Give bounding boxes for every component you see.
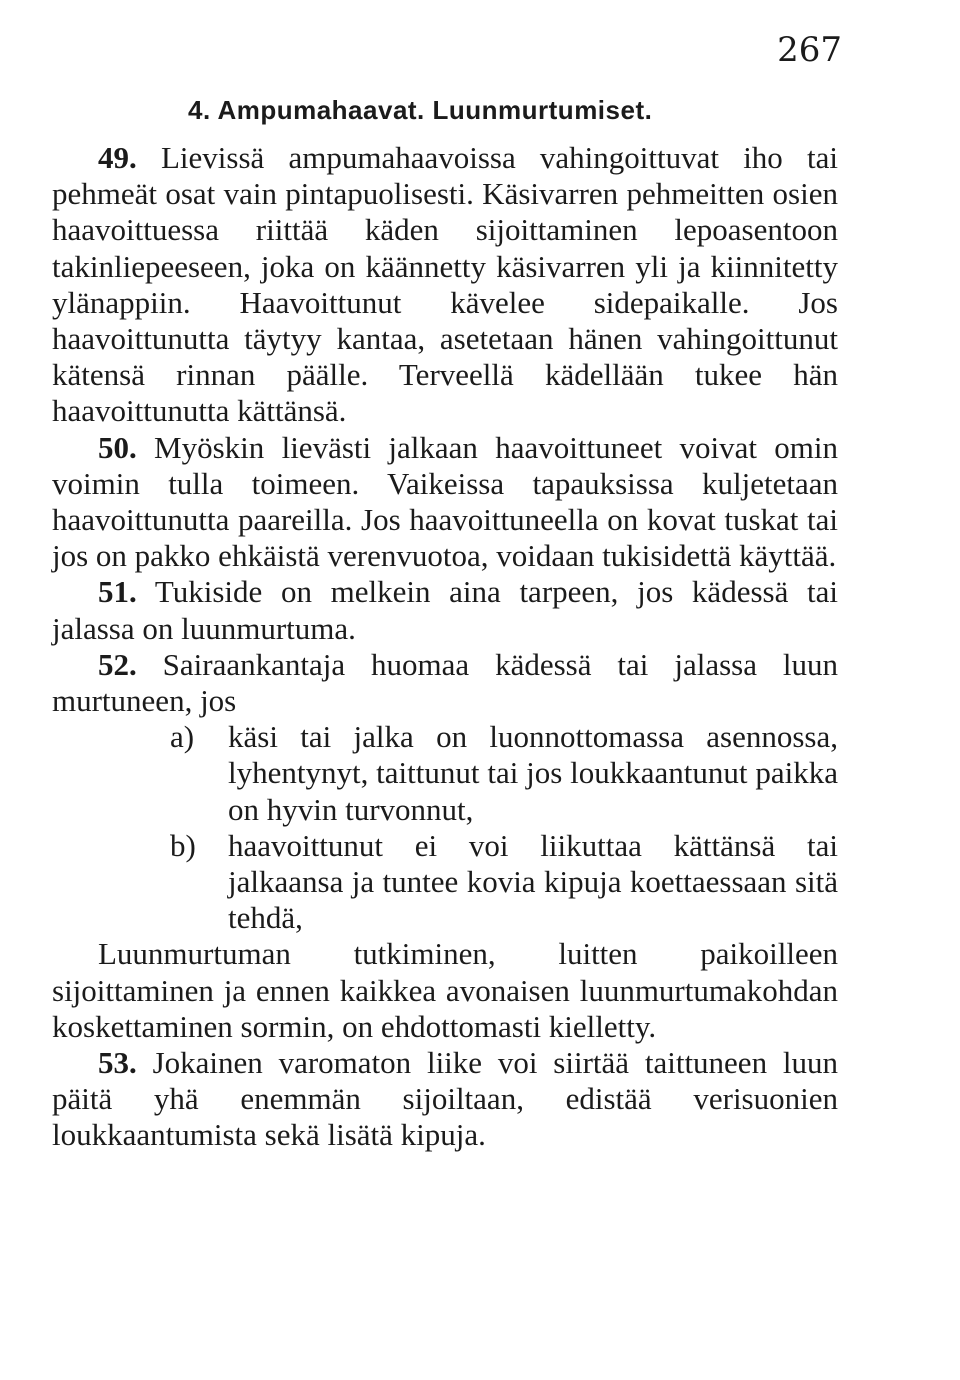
list-marker: b) xyxy=(170,827,196,863)
paragraph-number: 51. xyxy=(98,574,137,610)
paragraph-text: Luunmurtuman tutkiminen, luitten paikoilleen sijoittaminen ja ennen kaikkea avonaisen luunmurtumakohdan koskettaminen sormin, on ehdottomasti kielletty. xyxy=(52,936,838,1044)
paragraph-text: Lievissä ampumahaavoissa vahingoittuvat iho tai pehmeät osat vain pintapuolisesti. Käsivarren pehmeitten osien haavoittuessa riittää käden sijoittaminen lepoasentoon takinliepeeseen, joka on käännetty käsivarren yli ja kiinnitetty ylänappiin. Haavoittunut kävelee sidepaikalle. Jos haavoittunutta täytyy kantaa, asetetaan hänen vahingoittunut kätensä rinnan päälle. Terveellä kädellään tukee hän haavoittunutta kättänsä. xyxy=(52,140,838,429)
paragraph-number: 53. xyxy=(98,1045,137,1081)
paragraph-text: Tukiside on melkein aina tarpeen, jos kädessä tai jalassa on luunmurtuma. xyxy=(52,574,838,646)
paragraph-text: Myöskin lievästi jalkaan haavoittuneet voivat omin voimin tulla toimeen. Vaikeissa tapauksissa kuljetetaan haavoittunutta paareilla. Jos haavoittuneella on kovat tuskat tai jos on pakko ehkäistä verenvuotoa, voidaan tukisidettä käyttää. xyxy=(52,429,838,574)
paragraph-49 xyxy=(52,140,838,430)
list-item-text: käsi tai jalka on luonnottomassa asennossa, lyhentynyt, taittunut tai jos loukkaantunut paikka on hyvin turvonnut, xyxy=(228,719,838,827)
list-marker: a) xyxy=(170,719,195,755)
paragraph-50 xyxy=(52,430,838,575)
list-item xyxy=(52,828,838,937)
paragraph-number: 50. xyxy=(98,429,137,465)
body-text xyxy=(52,140,838,1154)
paragraph-51 xyxy=(52,574,838,646)
paragraph-text: Jokainen varomaton liike voi siirtää taittuneen luun päitä yhä enemmän sijoiltaan, edistää verisuonien loukkaantumista sekä lisätä kipuja. xyxy=(52,1045,838,1153)
paragraph-number: 49. xyxy=(98,140,137,175)
paragraph-53 xyxy=(52,1045,838,1154)
paragraph-text: Sairaankantaja huomaa kädessä tai jalassa luun murtuneen, jos xyxy=(52,646,838,719)
list-item xyxy=(52,719,838,828)
page-number: 267 xyxy=(777,30,842,70)
paragraph-number: 52. xyxy=(98,646,137,682)
paragraph-warning xyxy=(52,936,838,1045)
symptom-list xyxy=(52,719,838,936)
list-item-text: haavoittunut ei voi liikuttaa kättänsä tai jalkaansa ja tuntee kovia kipuja koettaessaan sitä tehdä, xyxy=(228,827,838,936)
section-heading: 4. Ampumahaavat. Luunmurtumiset. xyxy=(188,95,653,125)
paragraph-52 xyxy=(52,647,838,719)
